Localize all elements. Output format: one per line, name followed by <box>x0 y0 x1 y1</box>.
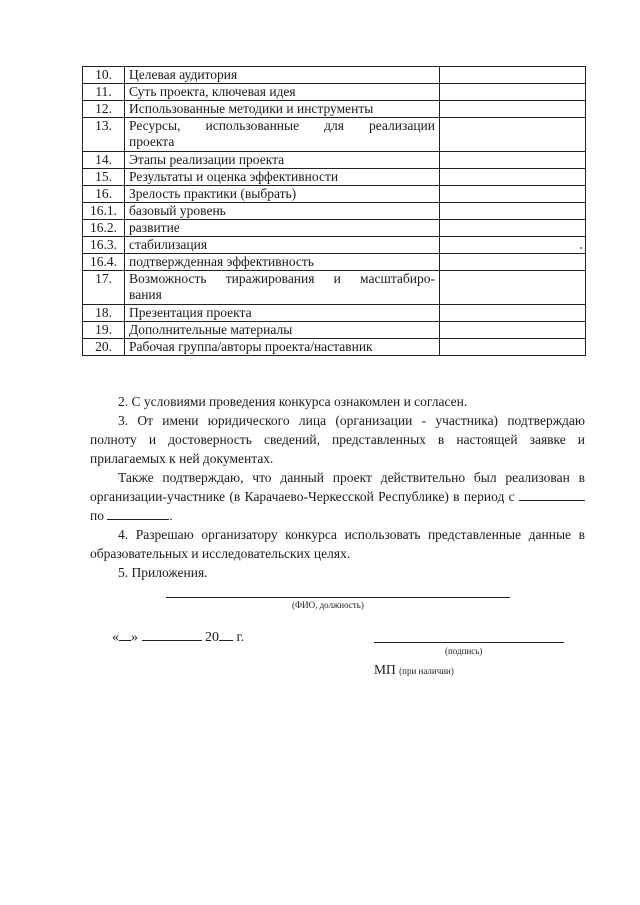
stamp-place <box>374 662 454 679</box>
fio-signature-line[interactable] <box>166 597 510 598</box>
signature-line[interactable] <box>374 642 564 643</box>
table-row <box>83 169 586 186</box>
row-label: Презентация проекта <box>125 305 440 322</box>
table-row <box>83 254 586 271</box>
row-number: 16.4. <box>83 254 125 271</box>
date-quote-close: » <box>131 630 138 645</box>
row-number: 10. <box>83 67 125 84</box>
paragraph-attachments: 5. Приложения. <box>118 565 208 580</box>
row-number: 15. <box>83 169 125 186</box>
row-label: Суть проекта, ключевая идея <box>125 84 440 101</box>
row-value-cell <box>440 84 586 101</box>
row-label: подтвержденная эффективность <box>125 254 440 271</box>
table-row <box>83 322 586 339</box>
period-po-label: по <box>90 508 104 523</box>
row-number: 20. <box>83 339 125 356</box>
row-value-cell <box>440 169 586 186</box>
row-label: Этапы реализации проекта <box>125 152 440 169</box>
row-value-cell <box>440 322 586 339</box>
row-number: 14. <box>83 152 125 169</box>
row-number: 11. <box>83 84 125 101</box>
row-label: Рабочая группа/авторы проекта/наставник <box>125 339 440 356</box>
signature-caption: (подпись) <box>445 646 483 656</box>
row-label: развитие <box>125 220 440 237</box>
table-row <box>83 305 586 322</box>
row-label <box>125 271 440 305</box>
date-quote-open: « <box>112 630 119 645</box>
table-row <box>83 220 586 237</box>
row-label-line: Возможность тиражирования и масштабиро- <box>129 271 435 286</box>
row-number: 17. <box>83 271 125 305</box>
day-field[interactable] <box>119 628 131 641</box>
mp-label: МП <box>374 662 396 677</box>
row-label-line: Ресурсы, использованные для реализации <box>129 118 435 133</box>
period-end: . <box>169 508 173 523</box>
table-row <box>83 67 586 84</box>
row-number: 12. <box>83 101 125 118</box>
table-row <box>83 152 586 169</box>
row-label-line: проекта <box>129 134 175 149</box>
period-to-field[interactable] <box>107 507 169 520</box>
paragraph-period <box>90 468 585 525</box>
row-value-cell <box>440 186 586 203</box>
table-row <box>83 186 586 203</box>
month-field[interactable] <box>142 628 202 641</box>
row-number: 16. <box>83 186 125 203</box>
application-table <box>82 66 586 356</box>
period-text: Также подтверждаю, что данный проект действительно был реализован в организации-участнике (в Карачаево-Черкесской Республике) в период с <box>90 470 585 504</box>
row-value-cell <box>440 203 586 220</box>
row-label: Целевая аудитория <box>125 67 440 84</box>
row-label: стабилизация <box>125 237 440 254</box>
row-value-cell <box>440 118 586 152</box>
fio-caption: (ФИО, должность) <box>292 600 364 610</box>
body-text <box>90 411 585 582</box>
row-value-cell <box>440 152 586 169</box>
paragraph-confirmation: 3. От имени юридического лица (организации - участника) подтверждаю полноту и достоверность сведений, представленных в настоящей заявке и прилагаемых к ней документах. <box>90 413 585 466</box>
row-number: 16.1. <box>83 203 125 220</box>
row-label-line: вания <box>129 287 162 302</box>
period-from-field[interactable] <box>519 488 585 501</box>
row-value-cell <box>440 220 586 237</box>
row-number: 18. <box>83 305 125 322</box>
table-row <box>83 271 586 305</box>
row-value-cell <box>440 67 586 84</box>
table-row <box>83 101 586 118</box>
row-value-cell <box>440 101 586 118</box>
row-label <box>125 118 440 152</box>
row-label: Зрелость практики (выбрать) <box>125 186 440 203</box>
row-value-cell <box>440 271 586 305</box>
row-number: 19. <box>83 322 125 339</box>
year-field[interactable] <box>219 628 233 641</box>
table-row <box>83 339 586 356</box>
row-value-cell <box>440 305 586 322</box>
row-value-cell <box>440 339 586 356</box>
row-label: Использованные методики и инструменты <box>125 101 440 118</box>
row-number: 16.3. <box>83 237 125 254</box>
row-label: Результаты и оценка эффективности <box>125 169 440 186</box>
row-number: 13. <box>83 118 125 152</box>
mp-note: (при наличии) <box>399 666 454 676</box>
table-row <box>83 118 586 152</box>
table-row <box>83 84 586 101</box>
row-label: базовый уровень <box>125 203 440 220</box>
table-row <box>83 203 586 220</box>
date-line <box>112 628 244 647</box>
year-prefix: 20 <box>205 630 219 645</box>
row-label: Дополнительные материалы <box>125 322 440 339</box>
table-row <box>83 237 586 254</box>
body-text <box>118 392 585 411</box>
row-value-cell <box>440 254 586 271</box>
paragraph-consent: 2. С условиями проведения конкурса ознакомлен и согласен. <box>118 394 468 409</box>
row-number: 16.2. <box>83 220 125 237</box>
row-value-cell <box>440 237 586 254</box>
scan-speck <box>580 247 582 249</box>
year-suffix: г. <box>236 630 245 645</box>
paragraph-permission: 4. Разрешаю организатору конкурса использовать представленные данные в образовательных и исследовательских целях. <box>90 527 585 561</box>
